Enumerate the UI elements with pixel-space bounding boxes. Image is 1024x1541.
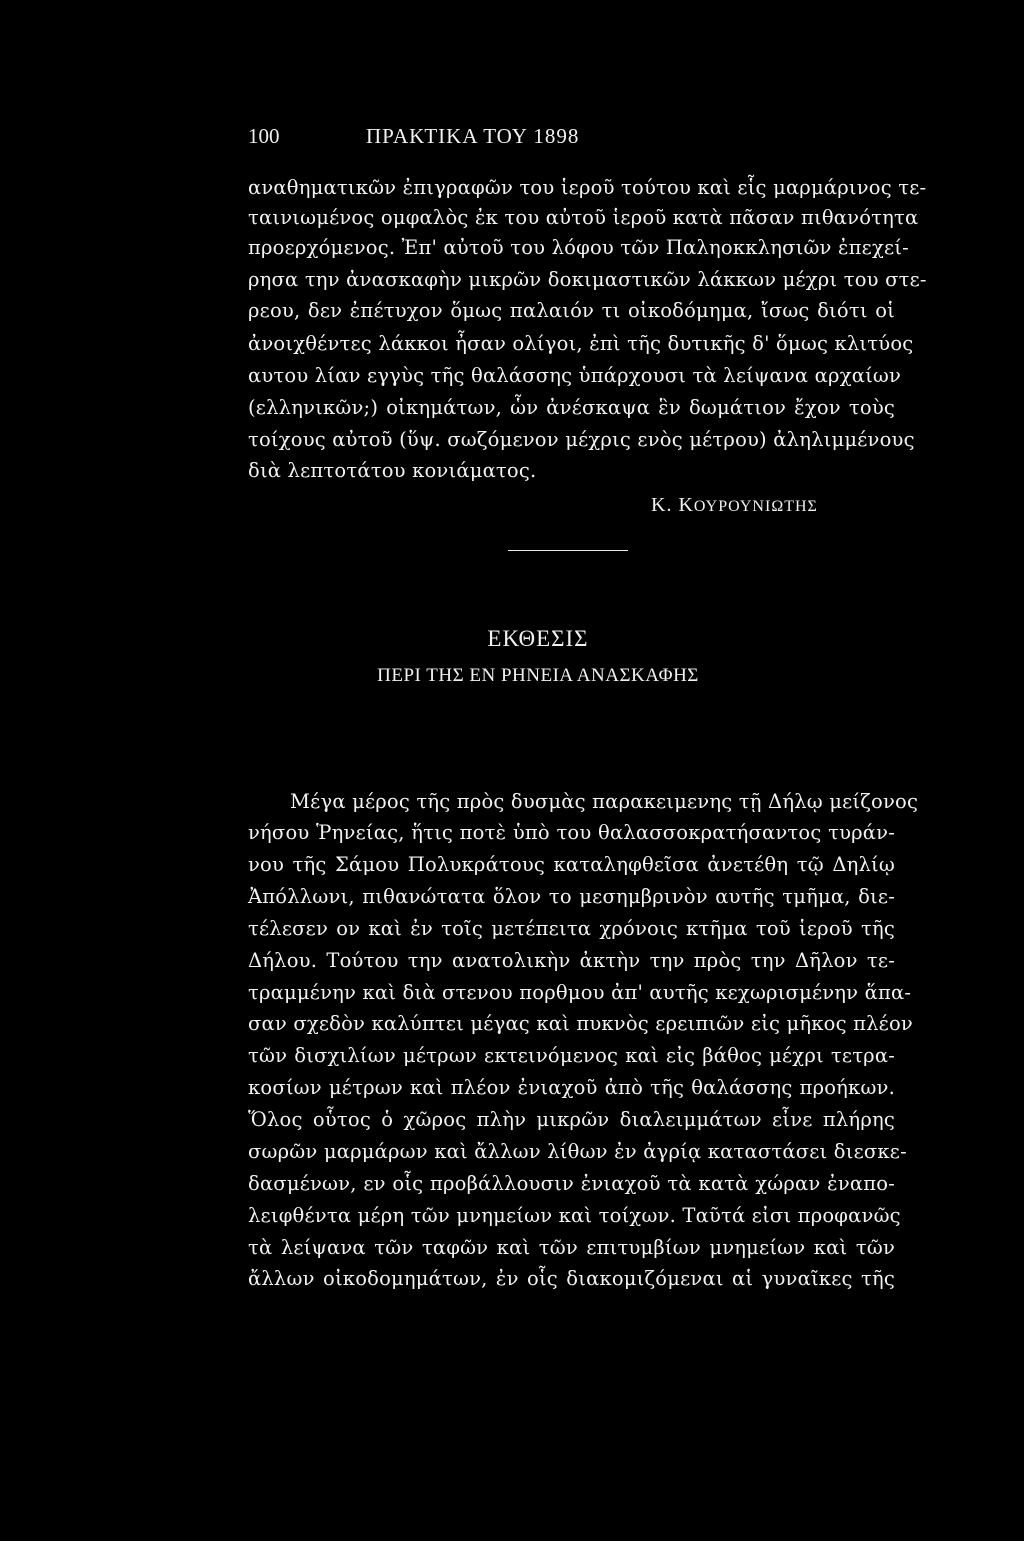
text-line: διὰ λεπτοτάτου κονιάματος. xyxy=(248,459,537,482)
author-initial: Κ. xyxy=(651,494,673,516)
author-surname-rest: ΟΥΡΟΥΝΙΩΤΗΣ xyxy=(693,498,818,515)
text-line: τοίχους αὐτοῦ (ὕψ. σωζόμενον μέχρις ενὸς μέτρου) ἀληλιμμένους xyxy=(248,428,915,451)
section-subtitle: ΠΕΡΙ ΤΗΣ ΕΝ ΡΗΝΕΙΑ ΑΝΑΣΚΑΦΗΣ xyxy=(377,665,699,686)
text-line: ρεου, δεν ἐπέτυχον ὅμως παλαιόν τι οἰκοδόμημα, ἴσως διότι οἱ xyxy=(248,299,895,322)
text-line: Ὅλος οὗτος ὁ χῶρος πλὴν μικρῶν διαλειμμάτων εἶνε πλήρης xyxy=(248,1108,895,1131)
text-line: τῶν δισχιλίων μέτρων εκτεινόμενος καὶ εἰς βάθος μέχρι τετρα- xyxy=(248,1044,895,1067)
text-line: προερχόμενος. Ἐπ' αὐτοῦ του λόφου τῶν Παληοκκλησιῶν ἐπεχεί- xyxy=(248,236,909,259)
text-line: αναθηματικῶν ἐπιγραφῶν του ἱεροῦ τούτου καὶ εἷς μαρμάρινος τε- xyxy=(248,176,927,199)
text-line: κοσίων μέτρων καὶ πλέον ἐνιαχοῦ ἀπὸ τῆς θαλάσσης προήκων. xyxy=(248,1076,895,1099)
text-line: (ελληνικῶν;) οἰκημάτων, ὧν ἀνέσκαψα ἓν δωμάτιον ἔχον τοὺς xyxy=(248,396,895,419)
running-title: ΠΡΑΚΤΙΚΑ ΤΟΥ 1898 xyxy=(366,124,580,148)
author-signature xyxy=(651,494,818,517)
text-line: σαν σχεδὸν καλύπτει μέγας καὶ πυκνὸς ερειπιῶν εἰς μῆκος πλέον xyxy=(248,1012,913,1035)
page-number: 100 xyxy=(248,124,280,148)
text-line: ἄλλων οἰκοδομημάτων, ἐν οἷς διακομιζόμεναι αἱ γυναῖκες τῆς xyxy=(248,1267,895,1290)
text-line: δασμένων, εν οἷς προβάλλουσιν ἐνιαχοῦ τὰ κατὰ χώραν ἐναπο- xyxy=(248,1172,895,1195)
text-line: αυτου λίαν εγγὺς τῆς θαλάσσης ὑπάρχουσι τὰ λείψανα αρχαίων xyxy=(248,364,902,387)
text-line: Μέγα μέρος τῆς πρὸς δυσμὰς παρακειμενης τῇ Δήλῳ μείζονος xyxy=(290,790,919,813)
page-header xyxy=(248,124,694,154)
text-line: ἀνοιχθέντες λάκκοι ἦσαν ολίγοι, ἐπὶ τῆς δυτικῆς δ' ὅμως κλιτύος xyxy=(248,332,914,355)
section-divider xyxy=(508,550,628,551)
text-line: σωρῶν μαρμάρων καὶ ἄλλων λίθων ἐν ἀγρίᾳ καταστάσει διεσκε- xyxy=(248,1140,907,1163)
text-line: ταινιωμένος ομφαλὸς ἐκ του αὐτοῦ ἱεροῦ κατὰ πᾶσαν πιθανότητα xyxy=(248,206,919,229)
text-line: λειφθέντα μέρη τῶν μνημείων καὶ τοίχων. Ταῦτά εἰσι προφανῶς xyxy=(248,1204,901,1227)
author-surname-first-letter: Κ xyxy=(678,494,694,516)
text-line: τραμμένην καὶ διὰ στενου πορθμου ἀπ' αυτῆς κεχωρισμένην ἅπα- xyxy=(248,981,912,1004)
text-line: Ἀπόλλωνι, πιθανώτατα ὅλον το μεσημβρινὸν αυτῆς τμῆμα, διε- xyxy=(248,885,895,908)
text-line: ρησα την ἀνασκαφὴν μικρῶν δοκιμαστικῶν λάκκων μέχρι του στε- xyxy=(248,268,927,291)
text-line: Δήλου. Τούτου την ανατολικὴν ἀκτὴν την πρὸς την Δῆλον τε- xyxy=(248,949,895,972)
text-line: νήσου Ῥηνείας, ἥτις ποτὲ ὑπὸ του θαλασσοκρατήσαντος τυράν- xyxy=(248,821,895,844)
text-line: τέλεσεν ον καὶ ἐν τοῖς μετέπειτα χρόνοις κτῆμα τοῦ ἱεροῦ τῆς xyxy=(248,917,895,940)
section-title: ΕΚΘΕΣΙΣ xyxy=(487,626,589,651)
text-line: τὰ λείψανα τῶν ταφῶν καὶ τῶν επιτυμβίων μνημείων καὶ τῶν xyxy=(248,1236,895,1259)
text-line: νου τῆς Σάμου Πολυκράτους καταληφθεῖσα ἀνετέθη τῷ Δηλίῳ xyxy=(248,853,895,876)
